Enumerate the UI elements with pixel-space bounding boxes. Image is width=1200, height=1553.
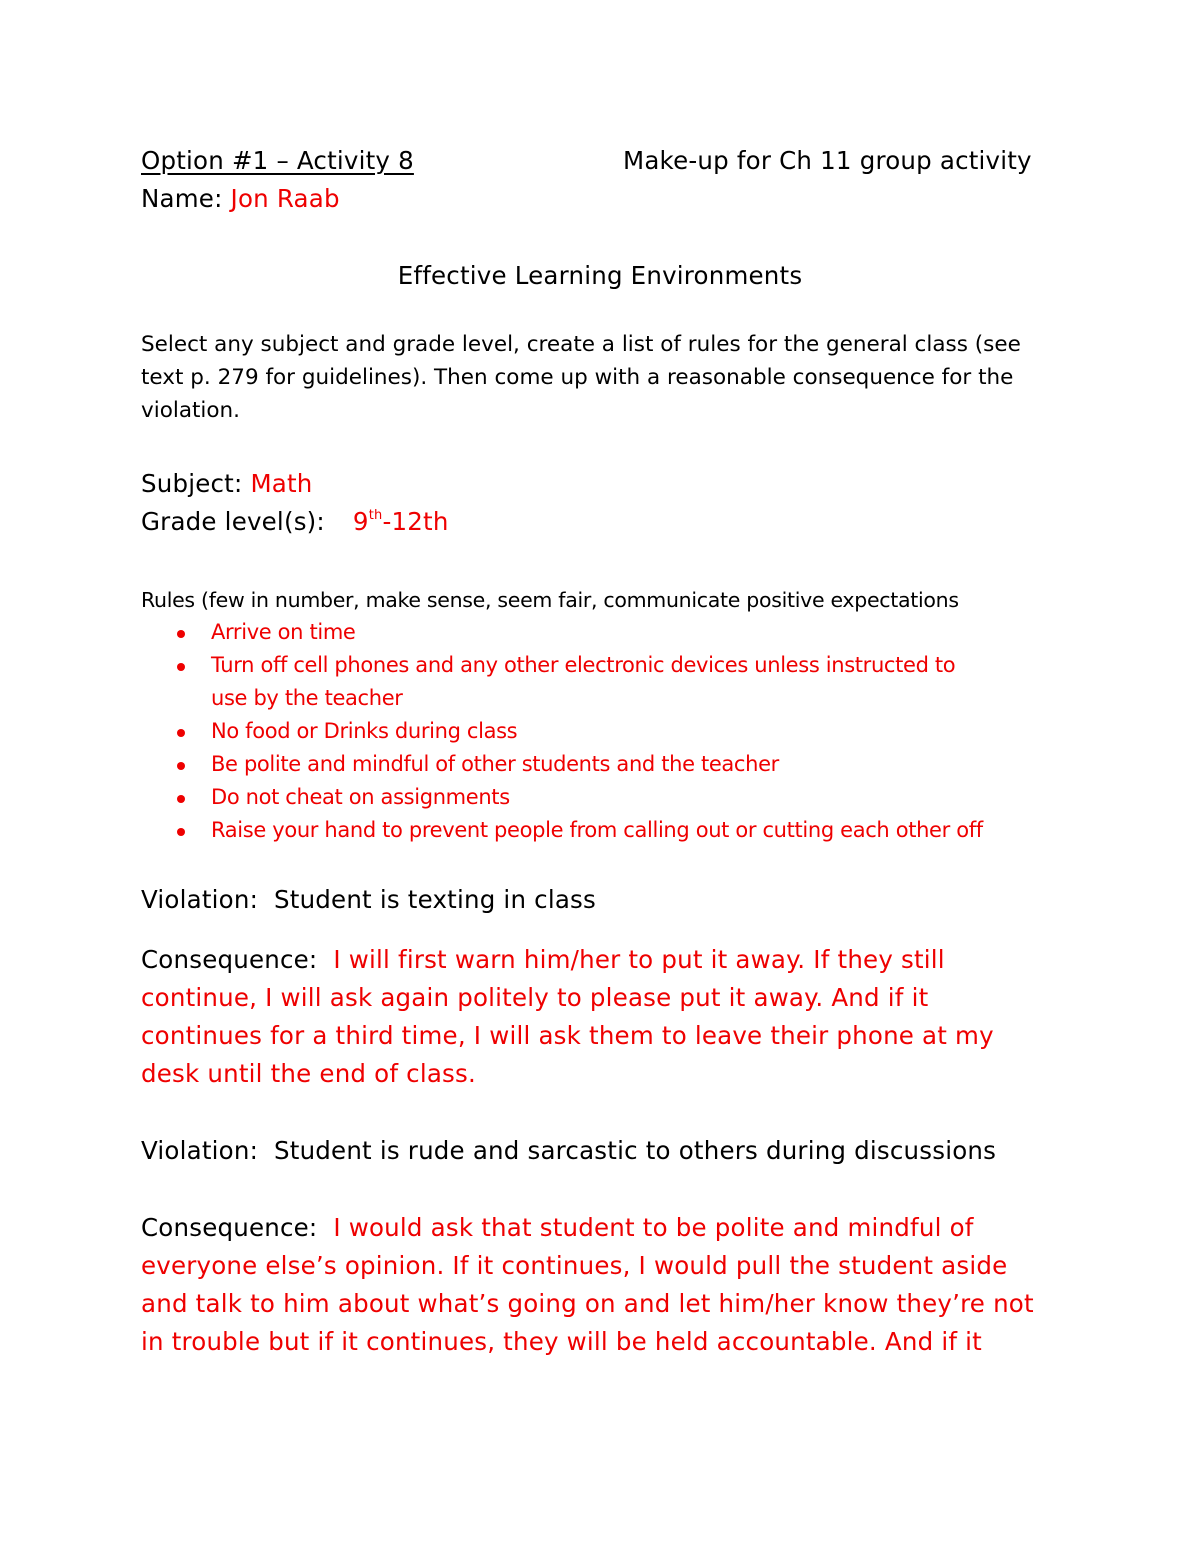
violation-label: Violation:: [141, 1136, 259, 1165]
consequence-text: I will first warn him/her to put it away. If they still: [333, 945, 945, 974]
consequence-text: I would ask that student to be polite and mindful of: [333, 1213, 974, 1242]
consequence-2-line-1: [141, 1213, 974, 1242]
assignment-title: Option #1 – Activity 8: [141, 146, 414, 175]
subject-value: Math: [250, 469, 313, 498]
instructions-line-2: text p. 279 for guidelines). Then come up with a reasonable consequence for the: [141, 365, 1014, 390]
rule-item: Arrive on time: [211, 620, 356, 644]
consequence-1-line-3: continues for a third time, I will ask them to leave their phone at my: [141, 1021, 994, 1050]
bullet-icon: [177, 729, 185, 737]
rule-item: Do not cheat on assignments: [211, 785, 510, 809]
rule-item: Be polite and mindful of other students and the teacher: [211, 752, 779, 776]
violation-text: Student is rude and sarcastic to others during discussions: [274, 1136, 997, 1165]
grade-label: Grade level(s):: [141, 507, 325, 536]
assignment-subtitle: Make-up for Ch 11 group activity: [623, 146, 1032, 175]
consequence-1-line-1: [141, 945, 945, 974]
consequence-2-line-3: and talk to him about what’s going on and let him/her know they’re not: [141, 1289, 1034, 1318]
violation-label: Violation:: [141, 885, 259, 914]
violation-1: [141, 885, 596, 914]
instructions-line-1: Select any subject and grade level, create a list of rules for the general class (see: [141, 332, 1021, 357]
name-value: Jon Raab: [230, 184, 340, 213]
grade-value: 9th-12th: [352, 507, 449, 536]
instructions-line-3: violation.: [141, 398, 241, 423]
violation-2: [141, 1136, 996, 1165]
consequence-label: Consequence:: [141, 1213, 318, 1242]
consequence-1-line-4: desk until the end of class.: [141, 1059, 476, 1088]
subject-label: Subject:: [141, 469, 243, 498]
violation-text: Student is texting in class: [274, 885, 596, 914]
grade-line: [141, 507, 449, 536]
rule-item: Raise your hand to prevent people from calling out or cutting each other off: [211, 818, 983, 842]
bullet-icon: [177, 762, 185, 770]
bullet-icon: [177, 795, 185, 803]
consequence-label: Consequence:: [141, 945, 318, 974]
consequence-1-line-2: continue, I will ask again politely to please put it away. And if it: [141, 983, 929, 1012]
consequence-2-line-2: everyone else’s opinion. If it continues, I would pull the student aside: [141, 1251, 1008, 1280]
name-line: [141, 184, 340, 213]
page-heading: Effective Learning Environments: [397, 261, 803, 290]
bullet-icon: [177, 828, 185, 836]
rules-heading: Rules (few in number, make sense, seem fair, communicate positive expectations: [141, 588, 959, 612]
rule-item: Turn off cell phones and any other electronic devices unless instructed to: [211, 653, 956, 677]
name-label: Name:: [141, 184, 223, 213]
rule-item: No food or Drinks during class: [211, 719, 518, 743]
rule-item-continuation: use by the teacher: [211, 686, 403, 710]
subject-line: [141, 469, 313, 498]
consequence-2-line-4: in trouble but if it continues, they will be held accountable. And if it: [141, 1327, 982, 1356]
bullet-icon: [177, 663, 185, 671]
bullet-icon: [177, 630, 185, 638]
